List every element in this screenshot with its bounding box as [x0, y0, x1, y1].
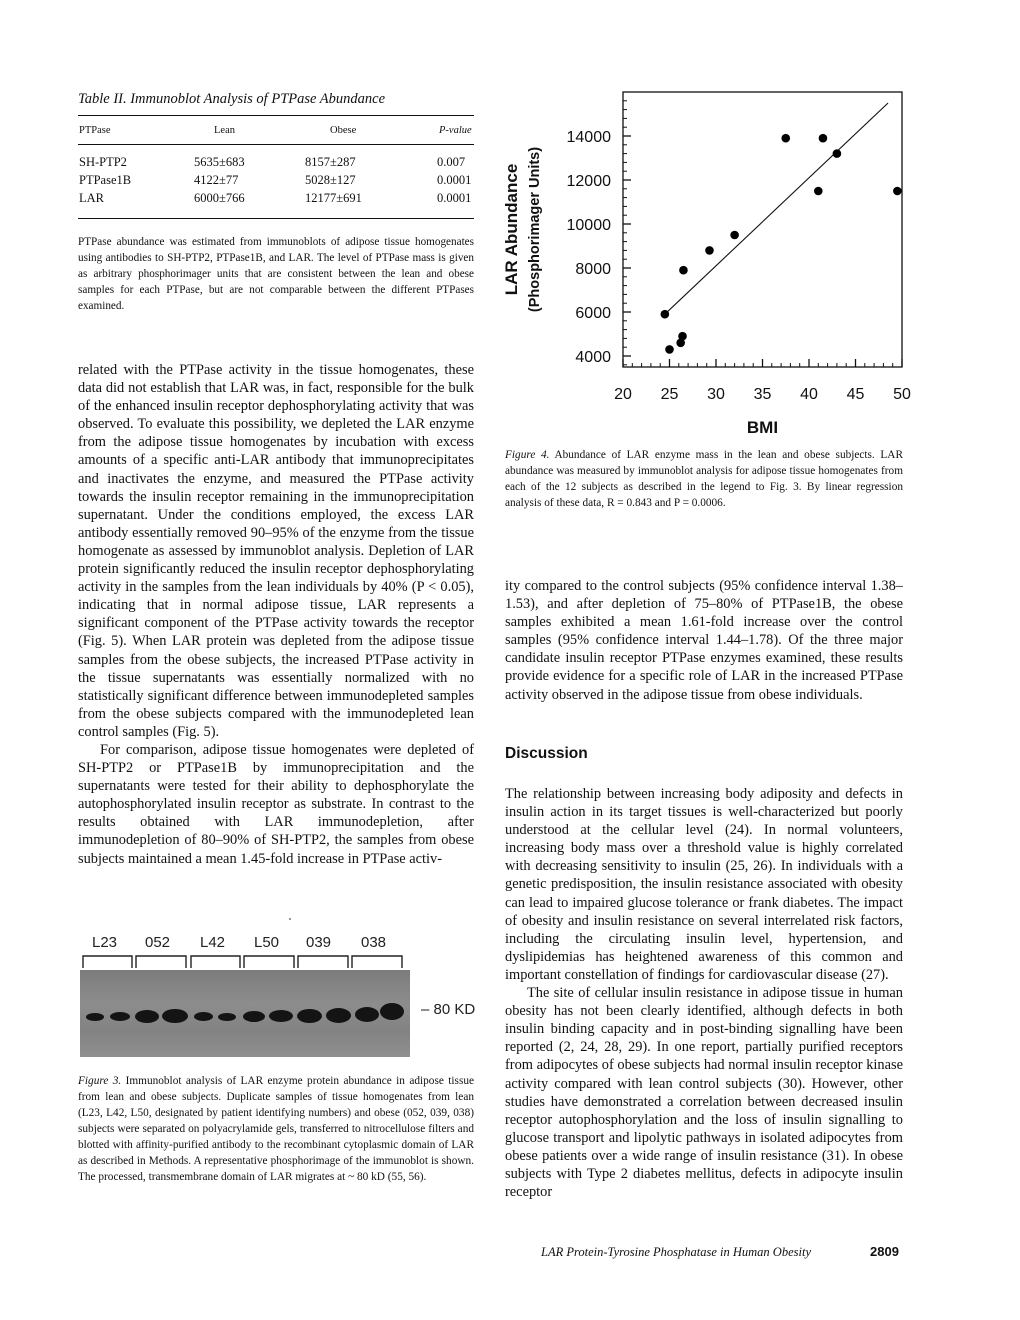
table-header-rule	[78, 144, 474, 145]
right-column-text-top	[505, 577, 903, 704]
table-header-ptpase: PTPase	[79, 125, 111, 136]
table-cell: 0.0001	[437, 191, 472, 205]
lane-label: L42	[200, 934, 226, 951]
table-cell: LAR	[79, 191, 104, 205]
right-column-text-discussion	[505, 785, 903, 1201]
blot-band	[326, 1008, 351, 1023]
molecular-weight-marker: – 80 KD	[421, 1001, 476, 1018]
speck	[289, 918, 291, 920]
y-tick-label: 8000	[575, 261, 611, 278]
blot-band	[355, 1007, 379, 1022]
x-tick-label: 40	[800, 386, 818, 403]
paragraph: The site of cellular insulin resistance in adipose tissue in human obesity has not been clearly identified, although defects in both insulin binding capacity and in post-binding signalling have been reported (2, 24, 28, 29). In one report, partially purified receptors from adipocytes of obese subjects had normal insulin receptor kinase activity compared with lean control subjects (30). However, other studies have demonstrated a correlation between decreased insulin receptor autophosphorylation and the loss of insulin signalling to glucose transport and lipolytic pathways in isolated adipocytes from obese patients over a wide range of insulin resistance (31). In obese subjects with Type 2 diabetes mellitus, defects in adipocyte insulin receptor	[505, 985, 903, 1201]
table-header-lean: Lean	[214, 125, 235, 136]
x-tick-label: 50	[893, 386, 911, 403]
table-cell: 0.0001	[437, 173, 472, 187]
figure3-caption-label: Figure 3.	[78, 1075, 122, 1087]
lane-bracket	[244, 956, 294, 968]
y-tick-label: 6000	[575, 305, 611, 322]
y-tick-label: 10000	[566, 217, 611, 234]
lane-bracket	[298, 956, 348, 968]
lane-bracket	[83, 956, 132, 968]
table-cell: SH-PTP2	[79, 155, 127, 169]
table-cell: 5028±127	[305, 173, 356, 187]
table-cell: 8157±287	[305, 155, 356, 169]
table-header-pvalue: P-value	[439, 125, 472, 136]
lane-bracket	[191, 956, 240, 968]
page-number: 2809	[870, 1244, 899, 1259]
figure4-caption	[505, 447, 903, 511]
blot-band	[194, 1012, 213, 1021]
blot-band	[269, 1010, 293, 1022]
table-bottom-rule	[78, 218, 474, 219]
x-tick-label: 45	[846, 386, 865, 403]
blot-band	[380, 1003, 404, 1020]
lane-label: 039	[306, 934, 332, 951]
figure4-caption-text: Abundance of LAR enzyme mass in the lean and obese subjects. LAR abundance was measured by immunoblot analysis for adipose tissue homogenates from each of the 12 subjects as described in the legend to Fig. 3. By linear regression analysis of these data, R = 0.843 and P = 0.0006.	[505, 449, 904, 509]
lane-label: 052	[145, 934, 171, 951]
paragraph: For comparison, adipose tissue homogenates were depleted of SH-PTP2 or PTPase1B by immunoprecipitation and the supernatants were tested for their ability to dephosphorylate the autophosphorylated insulin receptor as substrate. In contrast to the results obtained with LAR immunodepletion, after immunodepletion of 80–90% of SH-PTP2, the samples from obese subjects maintained a mean 1.45-fold increase in PTPase activ-	[78, 741, 474, 867]
data-point	[705, 246, 714, 255]
paragraph: related with the PTPase activity in the tissue homogenates, these data did not establish that LAR was, in fact, responsible for the bulk of the enhanced insulin receptor dephosphorylating activity that was observed. To evaluate this possibility, we depleted the LAR enzyme from the adipose tissue homogenates by incubation with excess amounts of a specific anti-LAR antibody that immunoprecipitates and inactivates the enzyme, and measured the PTPase activity towards the insulin receptor remaining in the immunoprecipitation supernatant. Under the conditions employed, the excess LAR antibody essentially removed 90–95% of the enzyme from the tissue homogenate as assessed by immunoblot analysis. Depletion of LAR protein significantly reduced the insulin receptor dephosphorylating activity in the samples from the lean individuals by 40% (P < 0.05), indicating that in normal adipose tissue, LAR represents a significant component of the PTPase activity towards the receptor (Fig. 5). When LAR protein was depleted from the adipose tissue samples from the obese subjects, the increased PTPase activity in the tissue supernatants was essentially normalized with no statistically significant difference between immunodepleted samples from the obese subjects compared with the immunodepleted lean control samples (Fig. 5).	[78, 362, 474, 740]
lane-bracket	[352, 956, 402, 968]
y-axis-label: (Phosphorimager Units)	[527, 146, 543, 313]
table-cell: 0.007	[437, 155, 466, 169]
x-axis-label: BMI	[746, 418, 779, 437]
blot-band	[297, 1009, 322, 1023]
blot-band	[162, 1009, 188, 1023]
scatter-chart	[495, 90, 915, 440]
data-point	[661, 310, 670, 319]
running-title: LAR Protein-Tyrosine Phosphatase in Human Obesity	[541, 1245, 811, 1259]
left-column-text	[78, 361, 474, 868]
table-footnote: PTPase abundance was estimated from immunoblots of adipose tissue homogenates using antibodies to SH-PTP2, PTPase1B, and LAR. The level of PTPase mass is given as arbitrary phosphorimager units that are consistent between the lean and obese samples for each PTPase, but are not comparable between the different PTPases examined.	[78, 236, 474, 312]
regression-line	[665, 103, 888, 314]
immunoblot-image	[80, 970, 410, 1057]
table-cell: 4122±77	[194, 173, 239, 187]
data-point	[665, 345, 674, 354]
lane-label: L50	[254, 934, 280, 951]
data-point	[893, 187, 902, 196]
table-title: Table II. Immunoblot Analysis of PTPase Abundance	[78, 91, 386, 107]
x-tick-label: 30	[707, 386, 725, 403]
paragraph: ity compared to the control subjects (95% confidence interval 1.38–1.53), and after depletion of 75–80% of PTPase1B, the obese samples exhibited a mean 1.61-fold increase over the control samples (95% confidence interval 1.44–1.78). Of the three major candidate insulin receptor PTPase enzymes examined, these results provide evidence for a specific role of LAR in the increased PTPase activity observed in the adipose tissue from obese individuals.	[505, 578, 903, 703]
table-header-obese: Obese	[330, 125, 357, 136]
y-tick-label: 12000	[566, 173, 611, 190]
x-tick-label: 35	[753, 386, 772, 403]
blot-band	[135, 1010, 159, 1023]
table-cell: 5635±683	[194, 155, 245, 169]
table-cell: 12177±691	[305, 191, 362, 205]
blot-band	[86, 1013, 104, 1021]
lane-label: L23	[92, 934, 118, 951]
lane-label: 038	[361, 934, 387, 951]
y-tick-label: 14000	[566, 129, 611, 146]
data-point	[730, 231, 739, 240]
figure4-caption-label: Figure 4.	[505, 449, 550, 461]
data-point	[678, 332, 687, 341]
scatter-plot	[495, 90, 915, 440]
blot-band	[110, 1012, 130, 1021]
data-point	[819, 134, 828, 143]
plot-frame	[623, 92, 902, 367]
data-point	[814, 187, 823, 196]
paragraph: The relationship between increasing body adiposity and defects in insulin action in its target tissues is well-characterized but poorly understood at the cellular level (24). In normal volunteers, increasing body mass over a threshold value is highly correlated with decreasing sensitivity to insulin (25, 26). In individuals with a genetic predisposition, the insulin resistance associated with obesity can lead to impaired glucose tolerance or frank diabetes. The impact of obesity and insulin resistance on several interrelated risk factors, including the circulating insulin level, hypertension, and dyslipidemias has heightened awareness of this common and important constellation of findings for cardiovascular disease (27).	[505, 786, 903, 983]
data-point	[679, 266, 688, 275]
x-tick-label: 25	[660, 386, 679, 403]
lane-bracket	[136, 956, 186, 968]
table-cell: 6000±766	[194, 191, 245, 205]
figure3-caption-text: Immunoblot analysis of LAR enzyme protein abundance in adipose tissue from lean and obese subjects. Duplicate samples of tissue homogenates from lean (L23, L42, L50, designated by patient identifying numbers) and obese (052, 039, 038) subjects were separated on polyacrylamide gels, transferred to nitrocellulose filters and blotted with affinity-purified antibody to the recombinant cytoplasmic domain of LAR as described in Methods. A representative phosphorimage of the immunoblot is shown. The processed, transmembrane domain of LAR migrates at ~ 80 kD (55, 56).	[78, 1075, 475, 1183]
blot-band	[218, 1013, 236, 1021]
y-axis-label: LAR Abundance	[502, 163, 521, 296]
table-top-rule	[78, 115, 474, 116]
figure3-caption	[78, 1073, 474, 1185]
table-cell: PTPase1B	[79, 173, 132, 187]
data-point	[833, 149, 842, 158]
lane-brackets	[80, 952, 412, 972]
blot-band	[243, 1011, 265, 1022]
data-point	[781, 134, 790, 143]
section-heading: Discussion	[505, 745, 588, 762]
y-tick-label: 4000	[575, 349, 611, 366]
x-tick-label: 20	[614, 386, 632, 403]
